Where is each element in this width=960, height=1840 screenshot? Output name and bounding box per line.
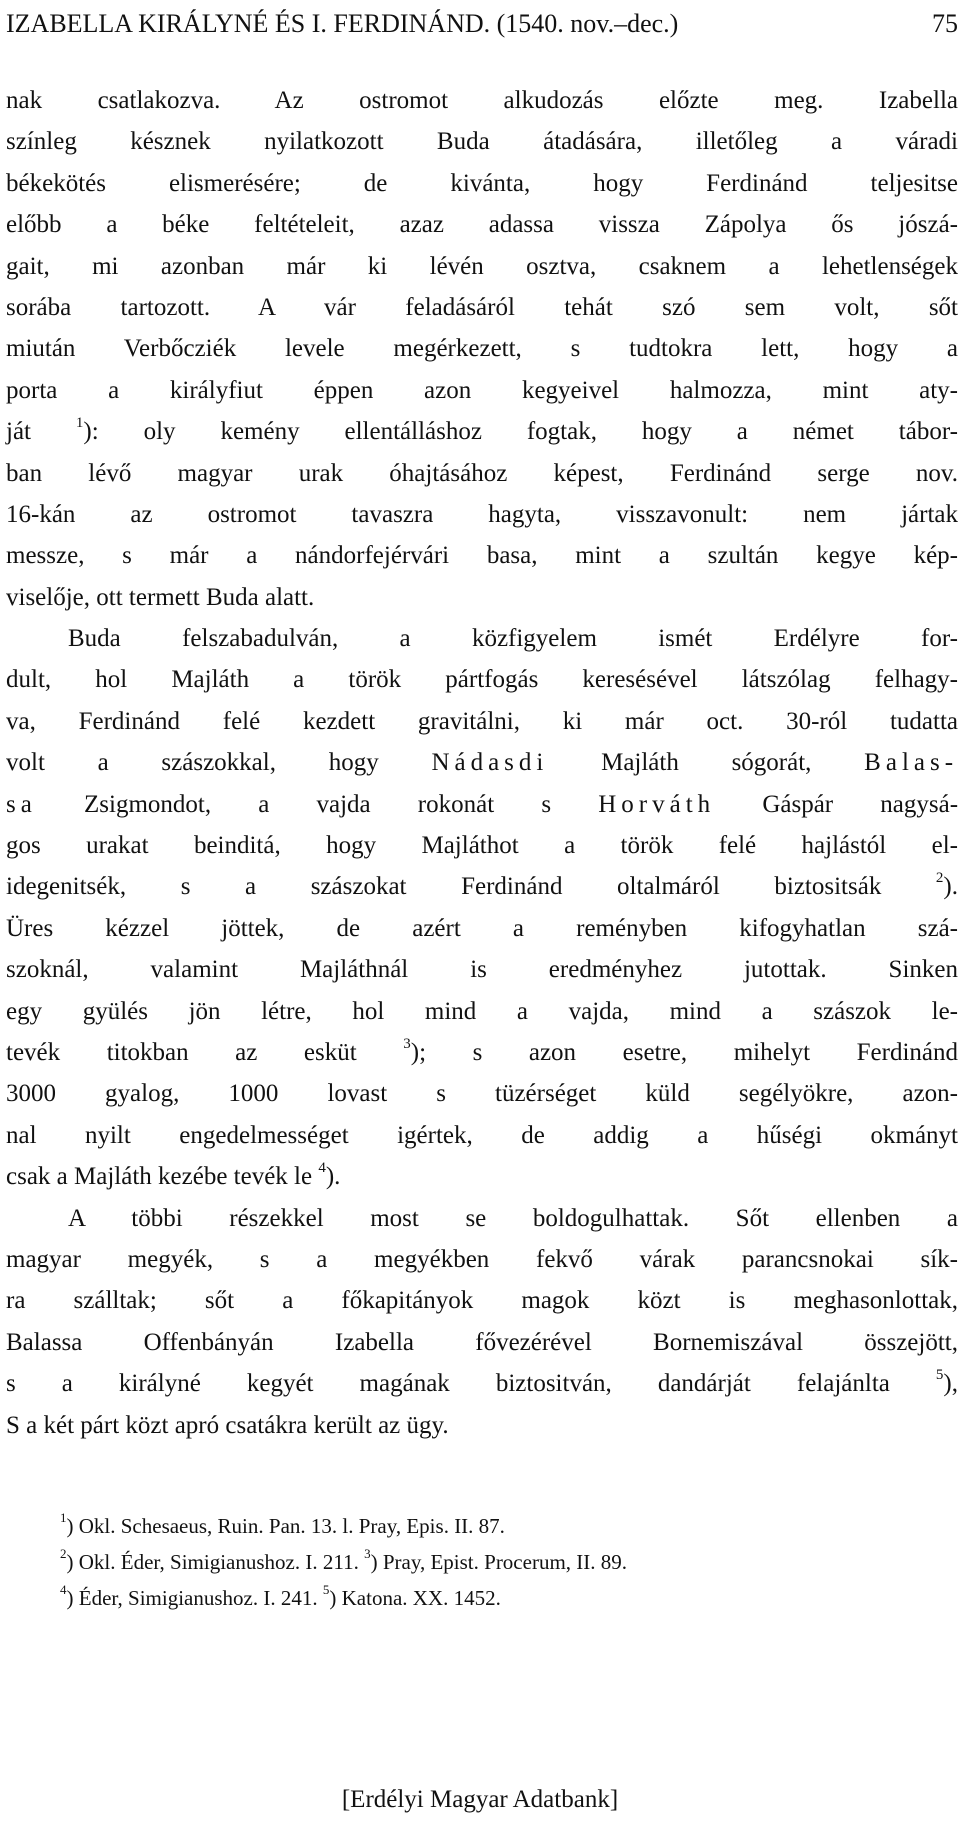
text-line: ban lévő magyar urak óhajtásához képest, Ferdinánd serge nov.: [6, 459, 958, 487]
text-line: 3000 gyalog, 1000 lovast s tüzérséget küld segélyökre, azon-: [6, 1080, 958, 1108]
footnote-ref[interactable]: 3: [403, 1035, 411, 1052]
name-nadasdi: Nádasdi: [431, 749, 549, 777]
page-number: 75: [932, 9, 958, 38]
text-fragment: volt a szászokkal, hogy: [6, 749, 379, 777]
text-line: messze, s már a nándorfejérvári basa, mint a szultán kegye kép-: [6, 542, 958, 570]
text-line: [6, 1032, 958, 1073]
text-line: Balassa Offenbányán Izabella fővezérével Bornemiszával összejött,: [6, 1328, 958, 1356]
paragraph-2: [6, 618, 958, 1197]
footnote-mark: 3: [364, 1546, 371, 1561]
footnote-ref[interactable]: 1: [75, 414, 84, 431]
footnote-mark: 1: [60, 1510, 67, 1525]
page-header: [6, 4, 958, 44]
footnote-ref[interactable]: 4: [318, 1159, 326, 1176]
text-line: gos urakat beinditá, hogy Majláthot a török felé hajlástól el-: [6, 832, 958, 860]
text-fragment: Gáspár nagysá-: [762, 790, 959, 818]
text-line: porta a királyfiut éppen azon kegyeivel halmozza, mint aty-: [6, 376, 958, 404]
body-text: [6, 80, 958, 1446]
paragraph-3: [6, 1198, 958, 1446]
text-line: Buda felszabadulván, a közfigyelem ismét Erdélyre for-: [68, 625, 958, 653]
text-fragment: csak a Majláth kezébe tevék le: [6, 1163, 313, 1191]
page-footer: [0, 1780, 960, 1820]
footnote-mark: 5: [322, 1582, 330, 1597]
footnote-text: ) Pray, Epist. Procerum, II. 89.: [370, 1550, 628, 1574]
text-line: A többi részekkel most se boldogulhattak. Sőt ellenben a: [68, 1204, 958, 1232]
text-fragment: Zsigmondot, a vajda rokonát s: [84, 790, 552, 818]
text-line: [6, 1363, 958, 1404]
footer-source-link[interactable]: [Erdélyi Magyar Adatbank]: [341, 1786, 619, 1813]
footnote-text: ) Okl. Éder, Simigianushoz. I. 211.: [66, 1550, 359, 1574]
text-line: ra szálltak; sőt a főkapitányok magok közt is meghasonlottak,: [6, 1287, 958, 1315]
text-line: [6, 866, 958, 907]
text-line: dult, hol Majláth a török pártfogás keresésével látszólag felhagy-: [6, 666, 958, 694]
text-fragment: ját: [6, 418, 76, 446]
text-line: gait, mi azonban már ki lévén osztva, csaknem a lehetlenségek: [6, 252, 958, 280]
text-line: színleg késznek nyilatkozott Buda átadására, illetőleg a váradi: [6, 128, 958, 156]
text-line: va, Ferdinánd felé kezdett gravitálni, ki már oct. 30-ról tudatta: [6, 707, 958, 735]
text-line: [6, 742, 958, 783]
text-fragment: ),: [943, 1370, 958, 1398]
running-title: IZABELLA KIRÁLYNÉ ÉS I. FERDINÁND. (1540. nov.–dec.): [6, 9, 679, 38]
text-line: nal nyilt engedelmességet igértek, de addig a hűségi okmányt: [6, 1121, 958, 1149]
footnotes: [60, 1508, 940, 1616]
footnote-1: [60, 1508, 940, 1544]
footnote-ref[interactable]: 2: [935, 870, 944, 887]
text-fragment: tevék titokban az esküt: [6, 1038, 357, 1066]
text-line: nak csatlakozva. Az ostromot alkudozás előzte meg. Izabella: [6, 87, 958, 114]
footnote-2: [60, 1544, 940, 1580]
footnote-4: [60, 1580, 940, 1616]
name-horvath: Horváth: [598, 790, 716, 818]
text-line: magyar megyék, s a megyékben fekvő várak parancsnokai sík-: [6, 1245, 958, 1273]
text-fragment: s a királyné kegyét magának biztositván, dandárját felajánlta: [6, 1370, 890, 1398]
text-line: szoknál, valamint Majláthnál is eredményhez jutottak. Sinken: [6, 956, 958, 984]
text-line: Üres kézzel jöttek, de azért a reményben kifogyhatlan szá-: [6, 914, 958, 942]
text-fragment: ).: [943, 873, 958, 901]
text-line: sorába tartozott. A vár feladásáról tehát szó sem volt, sőt: [6, 293, 958, 321]
footnote-mark: 2: [60, 1546, 67, 1561]
text-line: [6, 411, 958, 452]
text-fragment: ).: [325, 1163, 341, 1191]
paragraph-1: [6, 80, 958, 618]
text-fragment: idegenitsék, s a szászokat Ferdinánd oltalmáról biztositsák: [6, 873, 882, 901]
footnote-mark: 4: [60, 1582, 67, 1597]
text-line: békekötés elismerésére; de kivánta, hogy Ferdinánd teljesitse: [6, 169, 958, 197]
text-fragment: Majláth sógorát,: [601, 749, 812, 777]
text-fragment: ): oly kemény ellentálláshoz fogtak, hogy a német tábor-: [83, 418, 958, 446]
footnote-text: ) Katona. XX. 1452.: [329, 1586, 501, 1610]
text-fragment: ); s azon esetre, mihelyt Ferdinánd: [410, 1038, 959, 1066]
name-balassa: Balas-: [864, 749, 959, 777]
footnote-text: ) Éder, Simigianushoz. I. 241.: [66, 1586, 318, 1610]
text-line: S a két párt közt apró csatákra került az ügy.: [6, 1411, 449, 1439]
text-line: miután Verbőcziék levele megérkezett, s tudtokra lett, hogy a: [6, 335, 958, 363]
text-line: egy gyülés jön létre, hol mind a vajda, mind a szászok le-: [6, 997, 958, 1025]
name-balassa: sa: [6, 790, 37, 818]
text-line: 16-kán az ostromot tavaszra hagyta, visszavonult: nem jártak: [6, 500, 958, 528]
text-line: előbb a béke feltételeit, azaz adassa vissza Zápolya ős jószá-: [6, 211, 958, 239]
text-line: [6, 1156, 958, 1197]
text-line: [6, 784, 958, 825]
text-line: viselője, ott termett Buda alatt.: [6, 583, 315, 611]
footnote-text: ) Okl. Schesaeus, Ruin. Pan. 13. l. Pray, Epis. II. 87.: [66, 1514, 505, 1538]
footnote-ref[interactable]: 5: [935, 1366, 944, 1383]
